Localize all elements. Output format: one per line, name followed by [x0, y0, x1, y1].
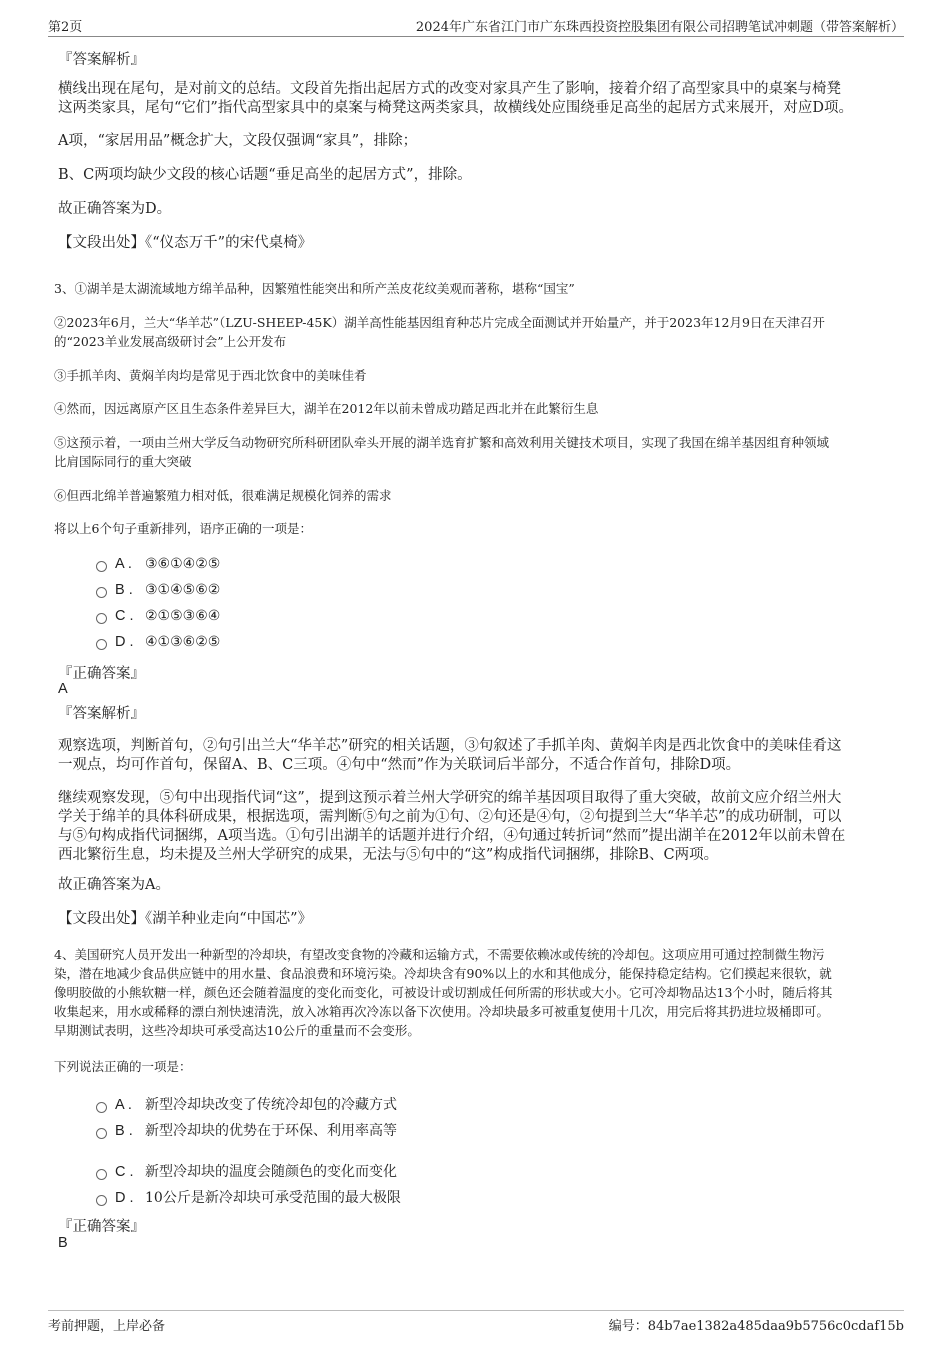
q4-passage-line: 早期测试表明，这些冷却块可承受高达10公斤的重量而不会变形。	[54, 1023, 420, 1038]
q3-analysis-label: 『答案解析』	[58, 706, 145, 722]
radio-icon[interactable]	[96, 1102, 107, 1113]
radio-icon[interactable]	[96, 639, 107, 650]
q2-analysis-line: B、C两项均缺少文段的核心话题“垂足高坐的起居方式”，排除。	[58, 167, 472, 183]
q2-analysis-line: 横线出现在尾句，是对前文的总结。文段首先指出起居方式的改变对家具产生了影响，接着介绍了高型家具中的桌案与椅凳	[58, 81, 841, 97]
q2-conclusion: 故正确答案为D。	[58, 201, 172, 217]
q4-passage-line: 像明胶做的小熊软糖一样，颜色还会随着温度的变化而变化，可被设计或切割成任何所需的形状或大小。它可冷却物品达13个小时，随后将其	[54, 985, 833, 1000]
q4-passage-line: 收集起来，用水或稀释的漂白剂快速清洗，放入冰箱再次冷冻以备下次使用。冷却块最多可被重复使用十几次，用完后将其扔进垃圾桶即可。	[54, 1004, 830, 1019]
document-title: 2024年广东省江门市广东珠西投资控股集团有限公司招聘笔试冲刺题（带答案解析）	[415, 20, 904, 35]
q3-analysis-line: 一观点，均可作首句，保留A、B、C三项。④句中“然而”作为关联词后半部分，不适合作首句，排除D项。	[58, 757, 741, 773]
q3-analysis-line: 继续观察发现，⑤句中出现指代词“这”，提到这预示着兰州大学研究的绵羊基因项目取得了重大突破，故前文应介绍兰州大	[58, 790, 842, 806]
q2-analysis-line: A项，“家居用品”概念扩大，文段仅强调“家具”，排除；	[58, 133, 418, 149]
footer-slogan: 考前押题，上岸必备	[48, 1319, 166, 1334]
radio-icon[interactable]	[96, 561, 107, 572]
q3-answer: A	[58, 681, 68, 697]
q4-option-c[interactable]: C . 新型冷却块的温度会随颜色的变化而变化	[96, 1161, 397, 1181]
q3-option-d[interactable]: D . ④①③⑥②⑤	[96, 634, 220, 654]
q3-source: 【文段出处】《湖羊种业走向“中国芯”》	[58, 911, 313, 927]
q3-sentence: 的“2023羊业发展高级研讨会”上公开发布	[54, 334, 287, 349]
q3-option-c[interactable]: C . ②①⑤③⑥④	[96, 608, 220, 628]
q3-sentence: ③手抓羊肉、黄焖羊肉均是常见于西北饮食中的美味佳肴	[54, 368, 367, 383]
q3-option-a[interactable]: A . ③⑥①④②⑤	[96, 556, 220, 576]
q4-passage-line: 4、美国研究人员开发出一种新型的冷却块，有望改变食物的冷藏和运输方式，不需要依赖冰或传统的冷却包。这项应用可通过控制微生物污	[54, 947, 825, 962]
document-id: 编号：84b7ae1382a485daa9b5756c0cdaf15b	[608, 1319, 904, 1334]
radio-icon[interactable]	[96, 1128, 107, 1139]
q2-source: 【文段出处】《“仪态万千”的宋代桌椅》	[58, 235, 313, 251]
q2-analysis-label: 『答案解析』	[58, 52, 145, 68]
page-number: 第2页	[48, 20, 83, 35]
q3-sentence: ②2023年6月，兰大“华羊芯”（LZU-SHEEP-45K）湖羊高性能基因组育种芯片完成全面测试并开始量产，并于2023年12月9日在天津召开	[54, 315, 825, 330]
q2-analysis-line: 这两类家具，尾句“它们”指代高型家具中的桌案与椅凳这两类家具，故横线处应围绕垂足高坐的起居方式来展开，对应D项。	[58, 100, 853, 116]
q3-analysis-line: 学关于绵羊的具体科研成果，根据选项，需判断⑤句之前为①句、②句还是④句，②句提到兰大“华羊芯”的成功研制，可以	[58, 809, 842, 825]
q3-analysis-line: 观察选项，判断首句，②句引出兰大“华羊芯”研究的相关话题，③句叙述了手抓羊肉、黄焖羊肉是西北饮食中的美味佳肴这	[58, 738, 842, 754]
q4-option-b[interactable]: B . 新型冷却块的优势在于环保、利用率高等	[96, 1120, 397, 1140]
radio-icon[interactable]	[96, 587, 107, 598]
q4-passage-line: 染，潜在地减少食品供应链中的用水量、食品浪费和环境污染。冷却块含有90%以上的水和其他成分，能保持稳定结构。它们摸起来很软，就	[54, 966, 832, 981]
q3-sentence: ④然而，因远离原产区且生态条件差异巨大，湖羊在2012年以前未曾成功踏足西北并在此繁衍生息	[54, 401, 599, 416]
q3-sentence: ⑥但西北绵羊普遍繁殖力相对低，很难满足规模化饲养的需求	[54, 488, 392, 503]
q3-analysis-line: 与⑤句构成指代词捆绑，A项当选。①句引出湖羊的话题并进行介绍，④句通过转折词“然而”提出湖羊在2012年以前未曾在	[58, 828, 846, 844]
q3-sentence: 3、①湖羊是太湖流域地方绵羊品种，因繁殖性能突出和所产羔皮花纹美观而著称，堪称“国宝”	[54, 281, 575, 296]
q4-answer: B	[58, 1235, 68, 1251]
q3-sentence: ⑤这预示着，一项由兰州大学反刍动物研究所科研团队牵头开展的湖羊选育扩繁和高效利用关键技术项目，实现了我国在绵羊基因组育种领域	[54, 435, 830, 450]
page-header	[48, 16, 904, 37]
q4-answer-label: 『正确答案』	[58, 1219, 145, 1235]
q3-analysis-line: 西北繁衍生息，均未提及兰州大学研究的成果，无法与⑤句中的“这”构成指代词捆绑，排除B、C两项。	[58, 847, 719, 863]
q4-option-d[interactable]: D . 10公斤是新冷却块可承受范围的最大极限	[96, 1187, 401, 1207]
radio-icon[interactable]	[96, 1169, 107, 1180]
q3-prompt: 将以上6个句子重新排列，语序正确的一项是：	[54, 521, 312, 536]
q3-sentence: 比肩国际同行的重大突破	[54, 454, 192, 469]
q3-option-b[interactable]: B . ③①④⑤⑥②	[96, 582, 220, 602]
q4-option-a[interactable]: A . 新型冷却块改变了传统冷却包的冷藏方式	[96, 1094, 397, 1114]
q3-conclusion: 故正确答案为A。	[58, 877, 170, 893]
q4-prompt: 下列说法正确的一项是：	[54, 1059, 192, 1074]
radio-icon[interactable]	[96, 1195, 107, 1206]
page-footer	[48, 1310, 904, 1334]
radio-icon[interactable]	[96, 613, 107, 624]
q3-answer-label: 『正确答案』	[58, 666, 145, 682]
